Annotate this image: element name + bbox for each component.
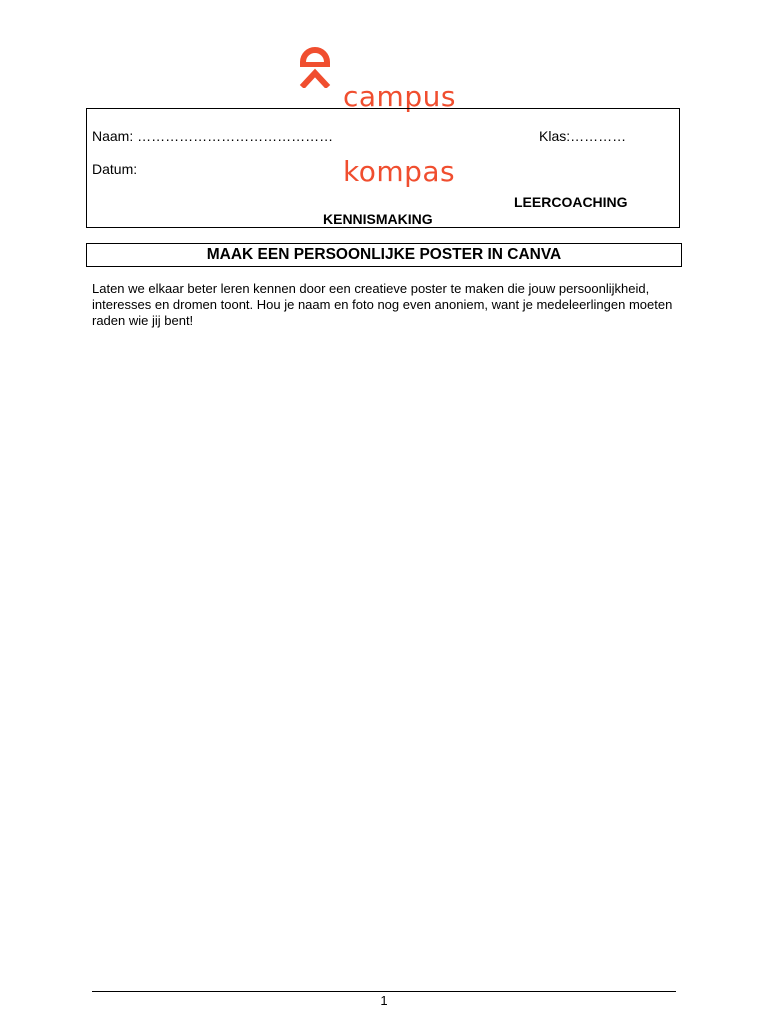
student-info-box: [86, 108, 680, 228]
page-number: 1: [380, 993, 388, 1008]
campus-kompas-logo: [298, 38, 478, 188]
intro-paragraph: Laten we elkaar beter leren kennen door een creatieve poster te maken die jouw persoonlijkheid, interesses en dromen toont. Hou je naam en foto nog even anoniem, want je medeleerlingen moeten raden wie jij bent!: [92, 281, 673, 328]
subject-label: LEERCOACHING: [514, 194, 628, 210]
class-field[interactable]: Klas:…………: [539, 128, 627, 144]
topic-label: KENNISMAKING: [323, 211, 433, 227]
name-field[interactable]: Naam: ……………………………………: [92, 128, 334, 144]
footer-divider: [92, 991, 676, 992]
assignment-title: MAAK EEN PERSOONLIJKE POSTER IN CANVA: [86, 243, 682, 267]
compass-logo-icon: [298, 42, 332, 88]
logo-word-campus: campus: [343, 80, 456, 113]
logo-word-kompas: kompas: [343, 155, 456, 188]
date-field[interactable]: Datum:: [92, 161, 138, 177]
